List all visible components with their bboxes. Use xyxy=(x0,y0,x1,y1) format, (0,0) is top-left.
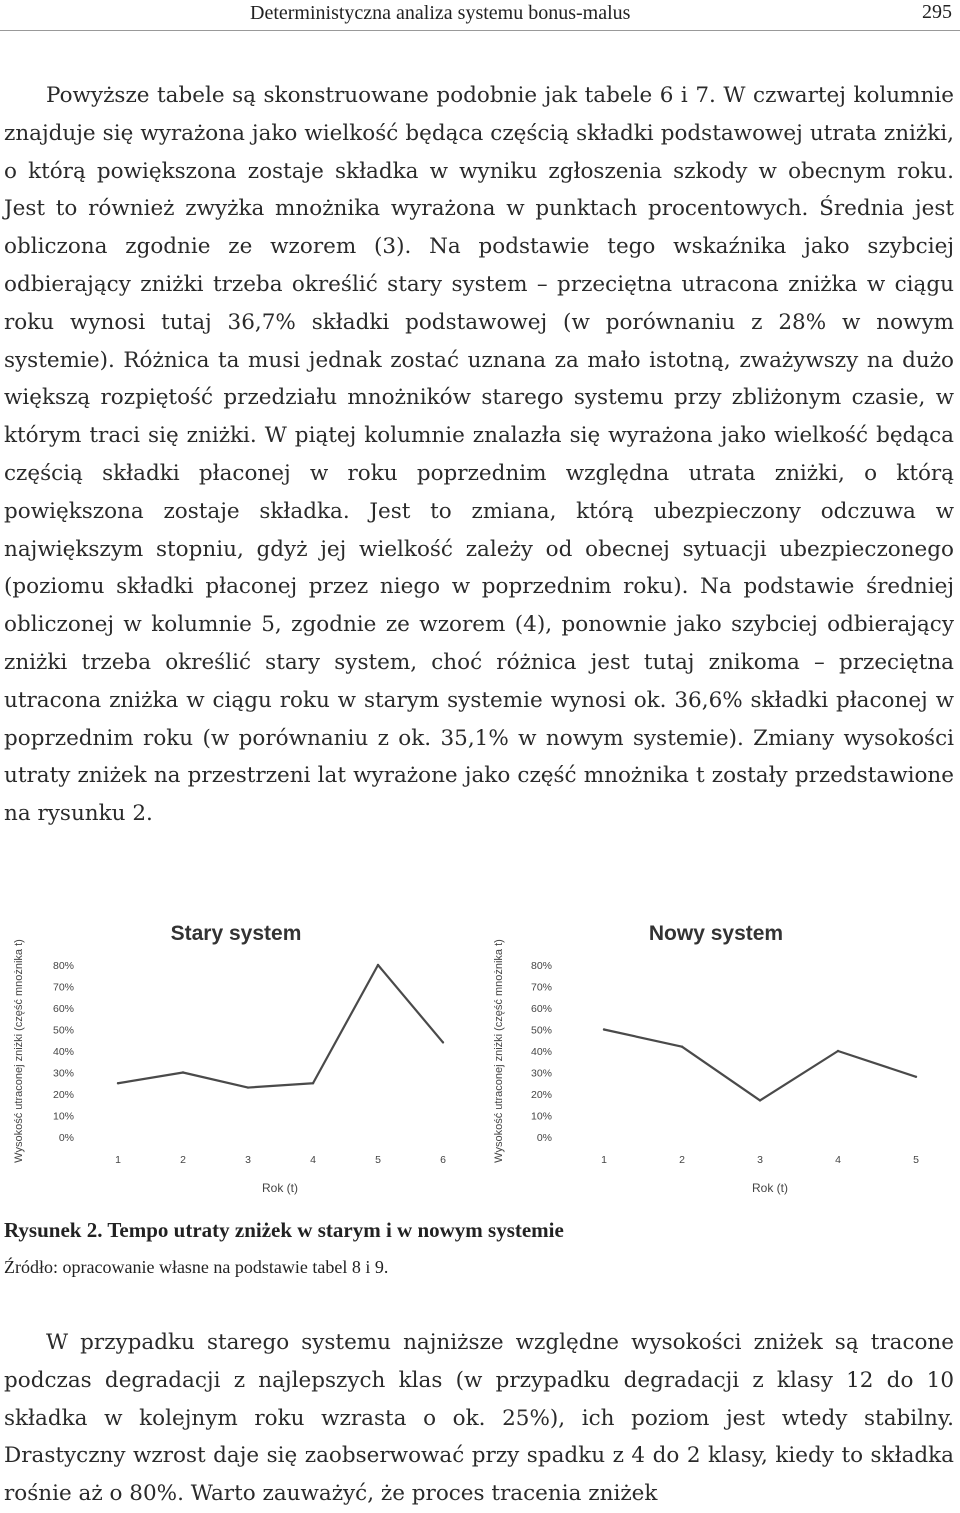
data-point xyxy=(377,964,379,966)
data-point xyxy=(603,1028,605,1030)
chart-old-system xyxy=(0,905,470,1205)
x-tick-label: 4 xyxy=(835,1154,841,1166)
y-tick-label: 50% xyxy=(530,1024,552,1037)
data-point xyxy=(117,1082,119,1084)
figure-2 xyxy=(0,905,960,1205)
y-tick-label: 60% xyxy=(530,1003,552,1015)
x-tick-label: 2 xyxy=(679,1154,685,1166)
data-point xyxy=(759,1099,761,1101)
series-line xyxy=(604,1030,916,1101)
body-paragraph-2: W przypadku starego systemu najniższe względne wysokości zniżek są tracone podczas degradacji z najlepszych klas (w przypadku degradacji z klasy 12 do 10 składka w kolejnym roku wzrasta o ok. 25%), ich poziom jest wtedy stabilny. Drastyczny wzrost daje się zaobserwować przy spadku z 4 do 2 klasy, kiedy to składka rośnie aż o 80%. Warto zauważyć, że proces tracenia zniżek xyxy=(4,1330,954,1507)
x-tick-label: 3 xyxy=(245,1154,251,1166)
data-point xyxy=(837,1050,839,1052)
y-tick-label: 0% xyxy=(536,1132,552,1144)
x-tick-label: 5 xyxy=(375,1154,381,1166)
y-tick-label: 50% xyxy=(52,1024,74,1037)
page-header xyxy=(0,0,960,31)
x-tick-label: 1 xyxy=(601,1154,607,1166)
chart-title: Stary system xyxy=(170,922,302,945)
y-tick-label: 0% xyxy=(58,1132,74,1144)
y-tick-label: 40% xyxy=(530,1046,552,1058)
x-tick-label: 4 xyxy=(310,1154,316,1166)
y-tick-label: 30% xyxy=(52,1067,74,1080)
y-tick-label: 40% xyxy=(52,1046,74,1058)
y-tick-label: 20% xyxy=(52,1089,74,1101)
body-paragraph-1: Powyższe tabele są skonstruowane podobnie jak tabele 6 i 7. W czwartej kolumnie znajduje się wyrażona jako wielkość będąca częścią składki podstawowej utrata zniżki, o którą powiększona zostaje składka w wyniku zgłoszenia szkody w obecnym roku. Jest to również zwyżka mnożnika wyrażona w punktach procentowych. Średnia jest obliczona zgodnie ze wzorem (3). Na podstawie tego wskaźnika jako szybciej odbierający zniżki trzeba określić stary system – przeciętna utracona zniżka w ciągu roku wynosi tutaj 36,7% składki podstawowej (w porównaniu z 28% w nowym systemie). Różnica ta musi jednak zostać uznana za mało istotną, zważywszy na dużo większą rozpiętość przedziału mnożników starego systemu przy zbliżonym czasie, w którym traci się zniżki. W piątej kolumnie znalazła się wyrażona jako wielkość będąca częścią składki płaconej w roku poprzednim względna utrata zniżki, o którą powiększona zostaje składka. Jest to zmiana, którą ubezpieczony odczuwa w największym stopniu, gdyż jej wielkość zależy od obecnej sytuacji ubezpieczonego (poziomu składki płaconej przez niego w poprzednim roku). Na podstawie średniej obliczonej w kolumnie 5, zgodnie ze wzorem (4), ponownie jako szybciej odbierający zniżki trzeba określić stary system, choć różnica jest tutaj znikoma – przeciętna utracona zniżka w ciągu roku w starym systemie wynosi ok. 36,6% składki płaconej w poprzednim roku (w porównaniu z ok. 35,1% w nowym systemie). Zmiany wysokości utraty zniżek na przestrzeni lat wyrażone jako część mnożnika t zostały przedstawione na rysunku 2. xyxy=(4,83,954,827)
x-axis-title: Rok (t) xyxy=(262,1181,298,1195)
series-line xyxy=(118,965,443,1088)
y-tick-label: 70% xyxy=(530,981,552,994)
figure-source: Źródło: opracowanie własne na podstawie tabel 8 i 9. xyxy=(4,1257,389,1277)
chart-title: Nowy system xyxy=(648,922,784,945)
y-tick-label: 30% xyxy=(530,1067,552,1080)
y-tick-label: 80% xyxy=(530,960,552,972)
data-point xyxy=(915,1076,917,1078)
x-tick-label: 5 xyxy=(913,1154,919,1166)
data-point xyxy=(312,1082,314,1084)
y-tick-label: 80% xyxy=(52,960,74,972)
x-tick-label: 6 xyxy=(440,1154,446,1166)
y-tick-label: 70% xyxy=(52,981,74,994)
y-axis-title: Wysokość utraconej zniżki (część mnożnika t) xyxy=(493,939,505,1163)
figure-caption: Rysunek 2. Tempo utraty zniżek w starym i w nowym systemie xyxy=(4,1218,564,1242)
chart-new-system xyxy=(480,905,960,1205)
y-tick-label: 20% xyxy=(530,1089,552,1101)
x-tick-label: 2 xyxy=(180,1154,186,1166)
data-point xyxy=(681,1046,683,1048)
y-axis-title: Wysokość utraconej zniżki (część mnożnika t) xyxy=(13,939,25,1163)
x-axis-title: Rok (t) xyxy=(752,1181,788,1195)
x-tick-label: 3 xyxy=(757,1154,763,1166)
page-number: 295 xyxy=(922,1,952,23)
y-tick-label: 60% xyxy=(52,1003,74,1015)
y-tick-label: 10% xyxy=(530,1110,552,1123)
y-tick-label: 10% xyxy=(52,1110,74,1123)
data-point xyxy=(247,1086,249,1088)
data-point xyxy=(182,1071,184,1073)
data-point xyxy=(442,1041,444,1043)
running-title: Deterministyczna analiza systemu bonus-malus xyxy=(250,2,631,24)
x-tick-label: 1 xyxy=(115,1154,121,1166)
